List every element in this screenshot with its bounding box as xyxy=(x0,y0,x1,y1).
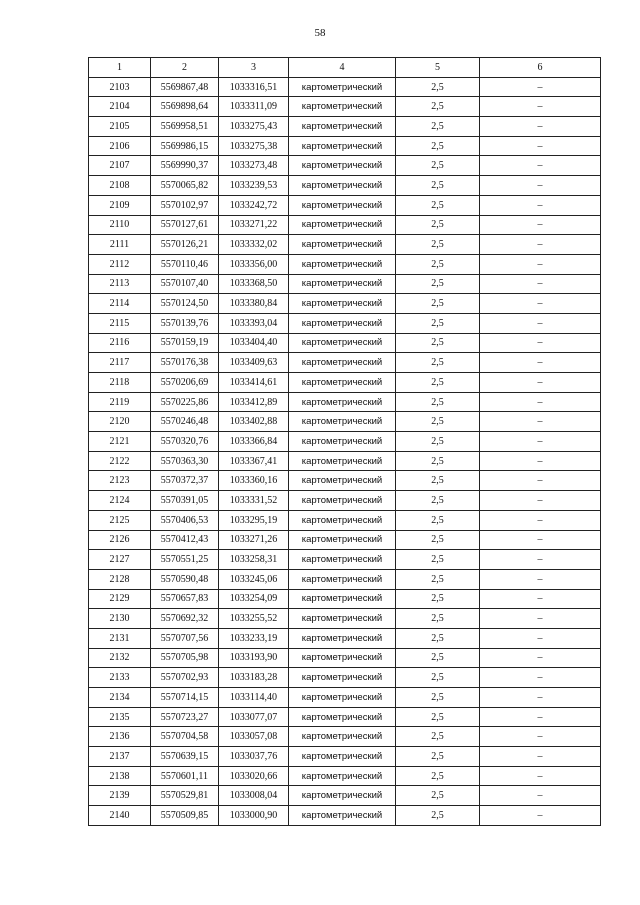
y-coordinate-cell: 1033037,76 xyxy=(219,747,289,767)
method-cell: картометрический xyxy=(289,235,396,255)
note-cell: – xyxy=(480,491,601,511)
table-row xyxy=(89,589,601,609)
method-cell: картометрический xyxy=(289,156,396,176)
y-coordinate-cell: 1033255,52 xyxy=(219,609,289,629)
note-cell: – xyxy=(480,510,601,530)
accuracy-cell: 2,5 xyxy=(396,373,480,393)
x-coordinate-cell: 5569990,37 xyxy=(151,156,219,176)
note-cell: – xyxy=(480,333,601,353)
x-coordinate-cell: 5570707,56 xyxy=(151,628,219,648)
note-cell: – xyxy=(480,668,601,688)
note-cell: – xyxy=(480,254,601,274)
method-cell: картометрический xyxy=(289,373,396,393)
point-number-cell: 2125 xyxy=(89,510,151,530)
table-row xyxy=(89,569,601,589)
y-coordinate-cell: 1033258,31 xyxy=(219,550,289,570)
x-coordinate-cell: 5570110,46 xyxy=(151,254,219,274)
method-cell: картометрический xyxy=(289,215,396,235)
note-cell: – xyxy=(480,392,601,412)
accuracy-cell: 2,5 xyxy=(396,313,480,333)
point-number-cell: 2110 xyxy=(89,215,151,235)
table-row xyxy=(89,806,601,826)
y-coordinate-cell: 1033000,90 xyxy=(219,806,289,826)
method-cell: картометрический xyxy=(289,97,396,117)
y-coordinate-cell: 1033380,84 xyxy=(219,294,289,314)
column-header: 1 xyxy=(89,58,151,78)
y-coordinate-cell: 1033242,72 xyxy=(219,195,289,215)
point-number-cell: 2108 xyxy=(89,176,151,196)
point-number-cell: 2130 xyxy=(89,609,151,629)
point-number-cell: 2123 xyxy=(89,471,151,491)
point-number-cell: 2137 xyxy=(89,747,151,767)
accuracy-cell: 2,5 xyxy=(396,451,480,471)
point-number-cell: 2115 xyxy=(89,313,151,333)
accuracy-cell: 2,5 xyxy=(396,727,480,747)
accuracy-cell: 2,5 xyxy=(396,333,480,353)
point-number-cell: 2104 xyxy=(89,97,151,117)
y-coordinate-cell: 1033311,09 xyxy=(219,97,289,117)
note-cell: – xyxy=(480,432,601,452)
point-number-cell: 2111 xyxy=(89,235,151,255)
x-coordinate-cell: 5570705,98 xyxy=(151,648,219,668)
y-coordinate-cell: 1033114,40 xyxy=(219,688,289,708)
table-row xyxy=(89,97,601,117)
note-cell: – xyxy=(480,628,601,648)
column-header: 3 xyxy=(219,58,289,78)
point-number-cell: 2134 xyxy=(89,688,151,708)
table-row xyxy=(89,648,601,668)
table-row xyxy=(89,471,601,491)
table-row xyxy=(89,510,601,530)
method-cell: картометрический xyxy=(289,648,396,668)
table-row xyxy=(89,254,601,274)
note-cell: – xyxy=(480,215,601,235)
note-cell: – xyxy=(480,471,601,491)
x-coordinate-cell: 5570692,32 xyxy=(151,609,219,629)
note-cell: – xyxy=(480,77,601,97)
accuracy-cell: 2,5 xyxy=(396,786,480,806)
x-coordinate-cell: 5570124,50 xyxy=(151,294,219,314)
note-cell: – xyxy=(480,195,601,215)
accuracy-cell: 2,5 xyxy=(396,766,480,786)
note-cell: – xyxy=(480,353,601,373)
note-cell: – xyxy=(480,806,601,826)
table-row xyxy=(89,313,601,333)
y-coordinate-cell: 1033245,06 xyxy=(219,569,289,589)
note-cell: – xyxy=(480,550,601,570)
y-coordinate-cell: 1033404,40 xyxy=(219,333,289,353)
y-coordinate-cell: 1033193,90 xyxy=(219,648,289,668)
point-number-cell: 2124 xyxy=(89,491,151,511)
column-header: 5 xyxy=(396,58,480,78)
note-cell: – xyxy=(480,136,601,156)
y-coordinate-cell: 1033271,22 xyxy=(219,215,289,235)
y-coordinate-cell: 1033077,07 xyxy=(219,707,289,727)
note-cell: – xyxy=(480,274,601,294)
table-row xyxy=(89,451,601,471)
note-cell: – xyxy=(480,412,601,432)
table-row xyxy=(89,727,601,747)
point-number-cell: 2116 xyxy=(89,333,151,353)
point-number-cell: 2139 xyxy=(89,786,151,806)
y-coordinate-cell: 1033331,52 xyxy=(219,491,289,511)
point-number-cell: 2136 xyxy=(89,727,151,747)
method-cell: картометрический xyxy=(289,688,396,708)
note-cell: – xyxy=(480,727,601,747)
x-coordinate-cell: 5570412,43 xyxy=(151,530,219,550)
accuracy-cell: 2,5 xyxy=(396,215,480,235)
table-row xyxy=(89,786,601,806)
table-row xyxy=(89,432,601,452)
method-cell: картометрический xyxy=(289,353,396,373)
accuracy-cell: 2,5 xyxy=(396,569,480,589)
table-row xyxy=(89,707,601,727)
x-coordinate-cell: 5569898,64 xyxy=(151,97,219,117)
note-cell: – xyxy=(480,176,601,196)
point-number-cell: 2135 xyxy=(89,707,151,727)
accuracy-cell: 2,5 xyxy=(396,412,480,432)
x-coordinate-cell: 5570320,76 xyxy=(151,432,219,452)
method-cell: картометрический xyxy=(289,432,396,452)
table-row xyxy=(89,412,601,432)
y-coordinate-cell: 1033402,88 xyxy=(219,412,289,432)
x-coordinate-cell: 5570714,15 xyxy=(151,688,219,708)
y-coordinate-cell: 1033295,19 xyxy=(219,510,289,530)
y-coordinate-cell: 1033239,53 xyxy=(219,176,289,196)
table-row xyxy=(89,530,601,550)
x-coordinate-cell: 5570363,30 xyxy=(151,451,219,471)
point-number-cell: 2122 xyxy=(89,451,151,471)
accuracy-cell: 2,5 xyxy=(396,668,480,688)
accuracy-cell: 2,5 xyxy=(396,432,480,452)
note-cell: – xyxy=(480,766,601,786)
y-coordinate-cell: 1033412,89 xyxy=(219,392,289,412)
point-number-cell: 2103 xyxy=(89,77,151,97)
note-cell: – xyxy=(480,451,601,471)
table-row xyxy=(89,609,601,629)
method-cell: картометрический xyxy=(289,77,396,97)
method-cell: картометрический xyxy=(289,136,396,156)
table-row xyxy=(89,333,601,353)
table-row xyxy=(89,353,601,373)
method-cell: картометрический xyxy=(289,609,396,629)
x-coordinate-cell: 5569986,15 xyxy=(151,136,219,156)
method-cell: картометрический xyxy=(289,254,396,274)
table-row xyxy=(89,274,601,294)
method-cell: картометрический xyxy=(289,392,396,412)
method-cell: картометрический xyxy=(289,786,396,806)
y-coordinate-cell: 1033409,63 xyxy=(219,353,289,373)
point-number-cell: 2117 xyxy=(89,353,151,373)
accuracy-cell: 2,5 xyxy=(396,471,480,491)
note-cell: – xyxy=(480,707,601,727)
accuracy-cell: 2,5 xyxy=(396,491,480,511)
accuracy-cell: 2,5 xyxy=(396,294,480,314)
point-number-cell: 2113 xyxy=(89,274,151,294)
y-coordinate-cell: 1033020,66 xyxy=(219,766,289,786)
point-number-cell: 2129 xyxy=(89,589,151,609)
y-coordinate-cell: 1033008,04 xyxy=(219,786,289,806)
method-cell: картометрический xyxy=(289,747,396,767)
method-cell: картометрический xyxy=(289,313,396,333)
point-number-cell: 2132 xyxy=(89,648,151,668)
table-row xyxy=(89,550,601,570)
accuracy-cell: 2,5 xyxy=(396,589,480,609)
method-cell: картометрический xyxy=(289,589,396,609)
y-coordinate-cell: 1033233,19 xyxy=(219,628,289,648)
point-number-cell: 2131 xyxy=(89,628,151,648)
table-row xyxy=(89,156,601,176)
x-coordinate-cell: 5570107,40 xyxy=(151,274,219,294)
point-number-cell: 2127 xyxy=(89,550,151,570)
column-header: 4 xyxy=(289,58,396,78)
note-cell: – xyxy=(480,747,601,767)
x-coordinate-cell: 5570126,21 xyxy=(151,235,219,255)
y-coordinate-cell: 1033316,51 xyxy=(219,77,289,97)
x-coordinate-cell: 5570127,61 xyxy=(151,215,219,235)
x-coordinate-cell: 5570225,86 xyxy=(151,392,219,412)
x-coordinate-cell: 5569958,51 xyxy=(151,117,219,137)
x-coordinate-cell: 5570159,19 xyxy=(151,333,219,353)
note-cell: – xyxy=(480,688,601,708)
note-cell: – xyxy=(480,156,601,176)
method-cell: картометрический xyxy=(289,451,396,471)
method-cell: картометрический xyxy=(289,707,396,727)
table-row xyxy=(89,628,601,648)
accuracy-cell: 2,5 xyxy=(396,609,480,629)
accuracy-cell: 2,5 xyxy=(396,156,480,176)
method-cell: картометрический xyxy=(289,491,396,511)
method-cell: картометрический xyxy=(289,806,396,826)
table-row xyxy=(89,176,601,196)
accuracy-cell: 2,5 xyxy=(396,117,480,137)
accuracy-cell: 2,5 xyxy=(396,254,480,274)
accuracy-cell: 2,5 xyxy=(396,392,480,412)
point-number-cell: 2114 xyxy=(89,294,151,314)
table-row xyxy=(89,235,601,255)
x-coordinate-cell: 5570702,93 xyxy=(151,668,219,688)
method-cell: картометрический xyxy=(289,294,396,314)
note-cell: – xyxy=(480,648,601,668)
method-cell: картометрический xyxy=(289,471,396,491)
table-row xyxy=(89,766,601,786)
note-cell: – xyxy=(480,589,601,609)
method-cell: картометрический xyxy=(289,510,396,530)
x-coordinate-cell: 5570139,76 xyxy=(151,313,219,333)
method-cell: картометрический xyxy=(289,766,396,786)
table-row xyxy=(89,373,601,393)
y-coordinate-cell: 1033367,41 xyxy=(219,451,289,471)
x-coordinate-cell: 5570590,48 xyxy=(151,569,219,589)
table-row xyxy=(89,195,601,215)
point-number-cell: 2106 xyxy=(89,136,151,156)
y-coordinate-cell: 1033273,48 xyxy=(219,156,289,176)
accuracy-cell: 2,5 xyxy=(396,136,480,156)
point-number-cell: 2112 xyxy=(89,254,151,274)
point-number-cell: 2128 xyxy=(89,569,151,589)
accuracy-cell: 2,5 xyxy=(396,353,480,373)
point-number-cell: 2109 xyxy=(89,195,151,215)
table-row xyxy=(89,294,601,314)
y-coordinate-cell: 1033414,61 xyxy=(219,373,289,393)
note-cell: – xyxy=(480,569,601,589)
table-row xyxy=(89,491,601,511)
accuracy-cell: 2,5 xyxy=(396,648,480,668)
point-number-cell: 2140 xyxy=(89,806,151,826)
point-number-cell: 2133 xyxy=(89,668,151,688)
point-number-cell: 2107 xyxy=(89,156,151,176)
x-coordinate-cell: 5570246,48 xyxy=(151,412,219,432)
point-number-cell: 2105 xyxy=(89,117,151,137)
method-cell: картометрический xyxy=(289,176,396,196)
method-cell: картометрический xyxy=(289,333,396,353)
method-cell: картометрический xyxy=(289,412,396,432)
x-coordinate-cell: 5570102,97 xyxy=(151,195,219,215)
y-coordinate-cell: 1033366,84 xyxy=(219,432,289,452)
accuracy-cell: 2,5 xyxy=(396,550,480,570)
page-number: 58 xyxy=(314,27,326,39)
point-number-cell: 2121 xyxy=(89,432,151,452)
point-number-cell: 2126 xyxy=(89,530,151,550)
column-header: 2 xyxy=(151,58,219,78)
accuracy-cell: 2,5 xyxy=(396,747,480,767)
note-cell: – xyxy=(480,313,601,333)
x-coordinate-cell: 5570065,82 xyxy=(151,176,219,196)
y-coordinate-cell: 1033275,43 xyxy=(219,117,289,137)
table-row xyxy=(89,117,601,137)
x-coordinate-cell: 5570406,53 xyxy=(151,510,219,530)
x-coordinate-cell: 5570509,85 xyxy=(151,806,219,826)
table-body xyxy=(89,77,601,825)
column-header: 6 xyxy=(480,58,601,78)
method-cell: картометрический xyxy=(289,550,396,570)
point-number-cell: 2118 xyxy=(89,373,151,393)
accuracy-cell: 2,5 xyxy=(396,530,480,550)
y-coordinate-cell: 1033356,00 xyxy=(219,254,289,274)
y-coordinate-cell: 1033360,16 xyxy=(219,471,289,491)
table-row xyxy=(89,668,601,688)
accuracy-cell: 2,5 xyxy=(396,628,480,648)
x-coordinate-cell: 5570657,83 xyxy=(151,589,219,609)
table-row xyxy=(89,392,601,412)
x-coordinate-cell: 5570601,11 xyxy=(151,766,219,786)
x-coordinate-cell: 5570529,81 xyxy=(151,786,219,806)
x-coordinate-cell: 5570639,15 xyxy=(151,747,219,767)
point-number-cell: 2120 xyxy=(89,412,151,432)
method-cell: картометрический xyxy=(289,530,396,550)
method-cell: картометрический xyxy=(289,727,396,747)
note-cell: – xyxy=(480,786,601,806)
y-coordinate-cell: 1033254,09 xyxy=(219,589,289,609)
note-cell: – xyxy=(480,294,601,314)
x-coordinate-cell: 5570372,37 xyxy=(151,471,219,491)
y-coordinate-cell: 1033275,38 xyxy=(219,136,289,156)
method-cell: картометрический xyxy=(289,668,396,688)
x-coordinate-cell: 5570391,05 xyxy=(151,491,219,511)
table-header-row xyxy=(89,58,601,78)
note-cell: – xyxy=(480,117,601,137)
table-row xyxy=(89,688,601,708)
point-number-cell: 2138 xyxy=(89,766,151,786)
method-cell: картометрический xyxy=(289,195,396,215)
note-cell: – xyxy=(480,235,601,255)
y-coordinate-cell: 1033271,26 xyxy=(219,530,289,550)
coordinates-table xyxy=(88,57,601,826)
note-cell: – xyxy=(480,373,601,393)
y-coordinate-cell: 1033183,28 xyxy=(219,668,289,688)
method-cell: картометрический xyxy=(289,117,396,137)
accuracy-cell: 2,5 xyxy=(396,176,480,196)
accuracy-cell: 2,5 xyxy=(396,688,480,708)
x-coordinate-cell: 5570704,58 xyxy=(151,727,219,747)
table-row xyxy=(89,136,601,156)
accuracy-cell: 2,5 xyxy=(396,97,480,117)
note-cell: – xyxy=(480,609,601,629)
method-cell: картометрический xyxy=(289,274,396,294)
y-coordinate-cell: 1033393,04 xyxy=(219,313,289,333)
point-number-cell: 2119 xyxy=(89,392,151,412)
accuracy-cell: 2,5 xyxy=(396,707,480,727)
accuracy-cell: 2,5 xyxy=(396,235,480,255)
y-coordinate-cell: 1033368,50 xyxy=(219,274,289,294)
x-coordinate-cell: 5570723,27 xyxy=(151,707,219,727)
x-coordinate-cell: 5569867,48 xyxy=(151,77,219,97)
method-cell: картометрический xyxy=(289,569,396,589)
accuracy-cell: 2,5 xyxy=(396,510,480,530)
x-coordinate-cell: 5570551,25 xyxy=(151,550,219,570)
accuracy-cell: 2,5 xyxy=(396,77,480,97)
accuracy-cell: 2,5 xyxy=(396,195,480,215)
note-cell: – xyxy=(480,97,601,117)
x-coordinate-cell: 5570176,38 xyxy=(151,353,219,373)
y-coordinate-cell: 1033057,08 xyxy=(219,727,289,747)
table-row xyxy=(89,747,601,767)
accuracy-cell: 2,5 xyxy=(396,806,480,826)
table-row xyxy=(89,215,601,235)
method-cell: картометрический xyxy=(289,628,396,648)
x-coordinate-cell: 5570206,69 xyxy=(151,373,219,393)
accuracy-cell: 2,5 xyxy=(396,274,480,294)
table-row xyxy=(89,77,601,97)
note-cell: – xyxy=(480,530,601,550)
y-coordinate-cell: 1033332,02 xyxy=(219,235,289,255)
